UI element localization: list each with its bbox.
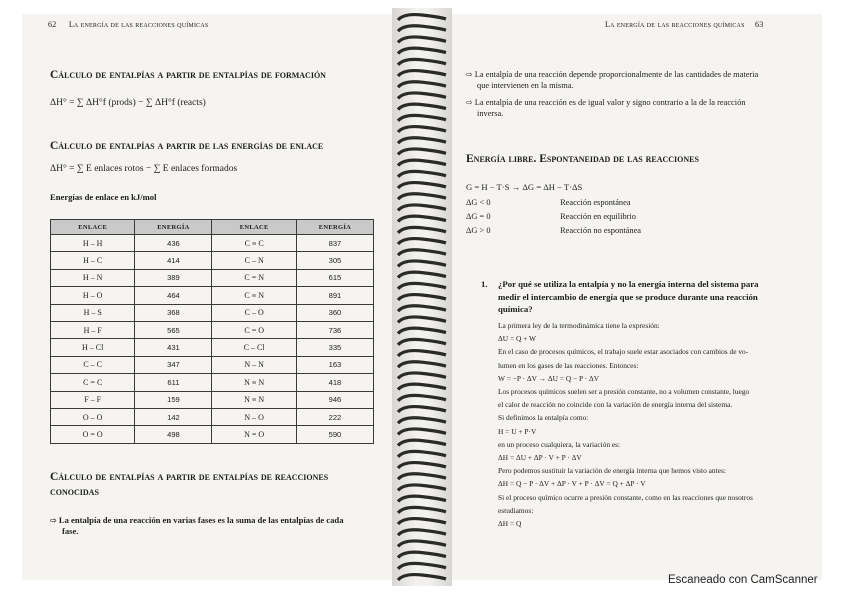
- spiral-coil: [398, 541, 446, 546]
- spiral-coil: [398, 138, 446, 143]
- spiral-coil: [398, 115, 446, 120]
- spiral-coil: [398, 71, 446, 76]
- section-title-known-reactions: [50, 470, 328, 500]
- spiral-coil: [398, 496, 446, 501]
- section-title-bond-energy: Cálculo de entalpías a partir de las energías de enlace: [50, 140, 324, 152]
- bond-cell: H – Cl: [51, 339, 135, 356]
- condition-value: ΔG < 0: [466, 198, 491, 207]
- spiral-coil: [398, 418, 446, 423]
- spiral-coil: [398, 575, 446, 580]
- bond-energy-table: [50, 219, 374, 444]
- energy-cell: 347: [135, 356, 212, 373]
- left-bullet-1-line2: fase.: [62, 526, 79, 537]
- header-bond-2: ENLACE: [212, 220, 296, 235]
- table-row: [51, 287, 374, 304]
- answer-line: estudiamos:: [498, 505, 534, 515]
- energy-cell: 611: [135, 374, 212, 391]
- condition-value: ΔG = 0: [466, 212, 491, 221]
- energy-cell: 418: [296, 374, 373, 391]
- spiral-coil: [398, 351, 446, 356]
- energy-cell: 389: [135, 269, 212, 286]
- bond-cell: C – O: [212, 304, 296, 321]
- bond-cell: N – O: [212, 408, 296, 425]
- table-row: [51, 391, 374, 408]
- question-line: ¿Por qué se utiliza la entalpía y no la energía interna del sistema para: [498, 279, 759, 289]
- section3-line2: conocidas: [50, 486, 99, 498]
- spiral-coil: [398, 26, 446, 31]
- table-row: [51, 252, 374, 269]
- bond-cell: H – O: [51, 287, 135, 304]
- spiral-coil: [398, 239, 446, 244]
- energy-cell: 222: [296, 408, 373, 425]
- left-page-number: 62: [48, 20, 57, 29]
- energy-cell: 837: [296, 235, 373, 252]
- table-row: [51, 321, 374, 338]
- spiral-coil: [398, 440, 446, 445]
- condition-description: Reacción en equilibrio: [560, 212, 636, 221]
- bond-cell: N ≡ N: [212, 374, 296, 391]
- energy-cell: 335: [296, 339, 373, 356]
- spiral-coil: [398, 216, 446, 221]
- spiral-coil: [398, 171, 446, 176]
- table-row: [51, 235, 374, 252]
- answer-line: ΔU = Q + W: [498, 334, 536, 344]
- spiral-coil: [398, 339, 446, 344]
- section-title-formation: Cálculo de entalpías a partir de entalpías de formación: [50, 69, 326, 81]
- answer-line: Si definimos la entalpía como:: [498, 413, 589, 423]
- bond-cell: C – Cl: [212, 339, 296, 356]
- condition-description: Reacción no espontánea: [560, 226, 642, 235]
- answer-line: La primera ley de la termodinámica tiene la expresión:: [498, 321, 660, 330]
- table-row: [51, 408, 374, 425]
- section-title-free-energy: Energía libre. Espontaneidad de las reacciones: [466, 153, 699, 165]
- table-row: [51, 374, 374, 391]
- answer-line: ΔH = ΔU + ΔP · V + P · ΔV: [498, 453, 582, 463]
- bond-cell: C = N: [212, 269, 296, 286]
- energy-cell: 736: [296, 321, 373, 338]
- spiral-coil: [398, 104, 446, 109]
- spiral-coil: [398, 160, 446, 165]
- formula-formation: ΔH° = ∑ ΔH°f (prods) − ∑ ΔH°f (reacts): [50, 98, 206, 108]
- bond-cell: F – F: [51, 391, 135, 408]
- bond-cell: C ≡ N: [212, 287, 296, 304]
- answer-line: en un proceso cualquiera, la variación es:: [498, 439, 621, 449]
- spiral-coil: [398, 183, 446, 188]
- right-running-head: La energía de las reacciones químicas: [605, 20, 745, 29]
- spiral-coil: [398, 272, 446, 277]
- spiral-coil: [398, 227, 446, 232]
- table-row: [51, 269, 374, 286]
- table-header-row: [51, 220, 374, 235]
- bond-cell: N ≡ N: [212, 391, 296, 408]
- condition-row: [466, 225, 641, 239]
- answer-text: [498, 319, 818, 530]
- bond-cell: O = O: [51, 426, 135, 443]
- spiral-coil: [398, 127, 446, 132]
- condition-row: [466, 197, 641, 211]
- right-page-number: 63: [755, 20, 764, 29]
- left-page-header: [48, 20, 208, 29]
- left-bullet-1: [50, 515, 390, 537]
- bond-cell: H – C: [51, 252, 135, 269]
- question-text: [498, 278, 818, 316]
- question-line: medir el intercambio de energía que se produce durante una reacción: [498, 291, 758, 302]
- spiral-coil: [398, 295, 446, 300]
- spiral-coil: [398, 530, 446, 535]
- camscanner-watermark: Escaneado con CamScanner: [668, 574, 818, 586]
- header-energy-1: ENERGÍA: [135, 220, 212, 235]
- answer-line: ΔH = Q − P · ΔV + ΔP · V + P · ΔV = Q + ΔP · V: [498, 479, 646, 489]
- right-bullet-1-line1: La entalpía de una reacción depende proporcionalmente de las cantidades de materia: [474, 70, 759, 79]
- right-bullet-2-line2: inversa.: [477, 109, 504, 119]
- spiral-binding: [392, 8, 452, 586]
- bond-cell: C – C: [51, 356, 135, 373]
- spiral-coil: [398, 59, 446, 64]
- arrow-bullet-icon: ⇨: [466, 98, 473, 107]
- bond-cell: N – N: [212, 356, 296, 373]
- spiral-coil: [398, 37, 446, 42]
- question-line: química?: [498, 304, 533, 314]
- spiral-coil: [398, 82, 446, 87]
- table-row: [51, 304, 374, 321]
- spiral-coil: [398, 407, 446, 412]
- bond-cell: C ≡ C: [212, 235, 296, 252]
- section3-line1: Cálculo de entalpías a partir de entalpías de reacciones: [50, 471, 329, 483]
- energy-cell: 590: [296, 426, 373, 443]
- answer-line: ΔH = Q: [498, 519, 522, 529]
- spiral-coil: [398, 93, 446, 98]
- spiral-coil: [398, 563, 446, 568]
- table-row: [51, 339, 374, 356]
- answer-line: En el caso de procesos químicos, el trabajo suele estar asociados con cambios de vo-: [498, 347, 749, 357]
- gibbs-formula: G = H − T·S → ΔG = ΔH − T·ΔS: [466, 182, 583, 192]
- bond-cell: O – O: [51, 408, 135, 425]
- energy-cell: 142: [135, 408, 212, 425]
- energy-cell: 305: [296, 252, 373, 269]
- energy-cell: 360: [296, 304, 373, 321]
- energy-cell: 498: [135, 426, 212, 443]
- bond-cell: C = C: [51, 374, 135, 391]
- energy-cell: 163: [296, 356, 373, 373]
- table-row: [51, 356, 374, 373]
- energy-cell: 891: [296, 287, 373, 304]
- answer-line: H = U + P·V: [498, 426, 537, 436]
- spiral-coil: [398, 429, 446, 434]
- spontaneity-conditions: [466, 197, 641, 239]
- energy-cell: 615: [296, 269, 373, 286]
- bond-cell: C = O: [212, 321, 296, 338]
- right-bullet-2-line1: La entalpía de una reacción es de igual valor y signo contrario a la de la reacción: [474, 98, 746, 107]
- bond-cell: H – H: [51, 235, 135, 252]
- answer-line: el calor de reacción no coincide con la variación de energía interna del sistema.: [498, 400, 733, 410]
- energy-cell: 159: [135, 391, 212, 408]
- spiral-coil: [398, 261, 446, 266]
- table-row: [51, 426, 374, 443]
- spiral-coil: [398, 362, 446, 367]
- arrow-bullet-icon: ⇨: [50, 516, 57, 525]
- right-bullet-2: [466, 97, 816, 119]
- spiral-coil: [398, 519, 446, 524]
- header-energy-2: ENERGÍA: [296, 220, 373, 235]
- spiral-coil: [398, 205, 446, 210]
- table-caption: Energías de enlace en kJ/mol: [50, 192, 157, 202]
- spiral-coil: [398, 463, 446, 468]
- formula-bond-energy: ΔH° = ∑ E enlaces rotos − ∑ E enlaces formados: [50, 164, 238, 174]
- bond-cell: C – N: [212, 252, 296, 269]
- spiral-coil: [398, 373, 446, 378]
- right-page-header: [605, 20, 763, 29]
- energy-cell: 414: [135, 252, 212, 269]
- condition-row: [466, 211, 641, 225]
- energy-cell: 431: [135, 339, 212, 356]
- bond-cell: H – N: [51, 269, 135, 286]
- answer-line: Los procesos químicos suelen ser a presión constante, no a volumen constante, luego: [498, 387, 750, 397]
- arrow-bullet-icon: ⇨: [466, 70, 473, 79]
- question-number: 1.: [481, 279, 488, 289]
- answer-line: W = −P · ΔV → ΔU = Q − P · ΔV: [498, 373, 600, 383]
- spiral-coil: [398, 485, 446, 490]
- right-bullet-1-line2: que intervienen en la misma.: [477, 81, 574, 91]
- spiral-coil: [398, 194, 446, 199]
- energy-cell: 464: [135, 287, 212, 304]
- right-bullet-1: [466, 69, 816, 91]
- spiral-coil: [398, 395, 446, 400]
- condition-description: Reacción espontánea: [560, 198, 631, 207]
- left-running-head: La energía de las reacciones químicas: [68, 20, 209, 29]
- spiral-coil: [398, 507, 446, 512]
- energy-cell: 946: [296, 391, 373, 408]
- spiral-coil: [398, 306, 446, 311]
- spiral-coil: [398, 384, 446, 389]
- spiral-coil: [398, 451, 446, 456]
- answer-line: Pero podemos sustituir la variación de energía interna que hemos visto antes:: [498, 466, 726, 476]
- spiral-coil: [398, 283, 446, 288]
- energy-cell: 565: [135, 321, 212, 338]
- bond-cell: H – F: [51, 321, 135, 338]
- spiral-coil: [398, 474, 446, 479]
- spiral-coil: [398, 149, 446, 154]
- spiral-coils: [392, 8, 452, 586]
- header-bond-1: ENLACE: [51, 220, 135, 235]
- spiral-coil: [398, 48, 446, 53]
- condition-value: ΔG > 0: [466, 226, 491, 235]
- spiral-coil: [398, 328, 446, 333]
- spiral-coil: [398, 317, 446, 322]
- bond-cell: N = O: [212, 426, 296, 443]
- spiral-coil: [398, 250, 446, 255]
- left-bullet-1-line1: La entalpía de una reacción en varias fases es la suma de las entalpías de cada: [58, 515, 344, 525]
- energy-cell: 368: [135, 304, 212, 321]
- answer-line: lumen en los gases de las reacciones. Entonces:: [498, 360, 639, 370]
- answer-line: Si el proceso químico ocurre a presión constante, como en las reacciones que nosotros: [498, 492, 753, 502]
- spiral-coil: [398, 15, 446, 20]
- energy-cell: 436: [135, 235, 212, 252]
- bond-cell: H – S: [51, 304, 135, 321]
- spiral-coil: [398, 552, 446, 557]
